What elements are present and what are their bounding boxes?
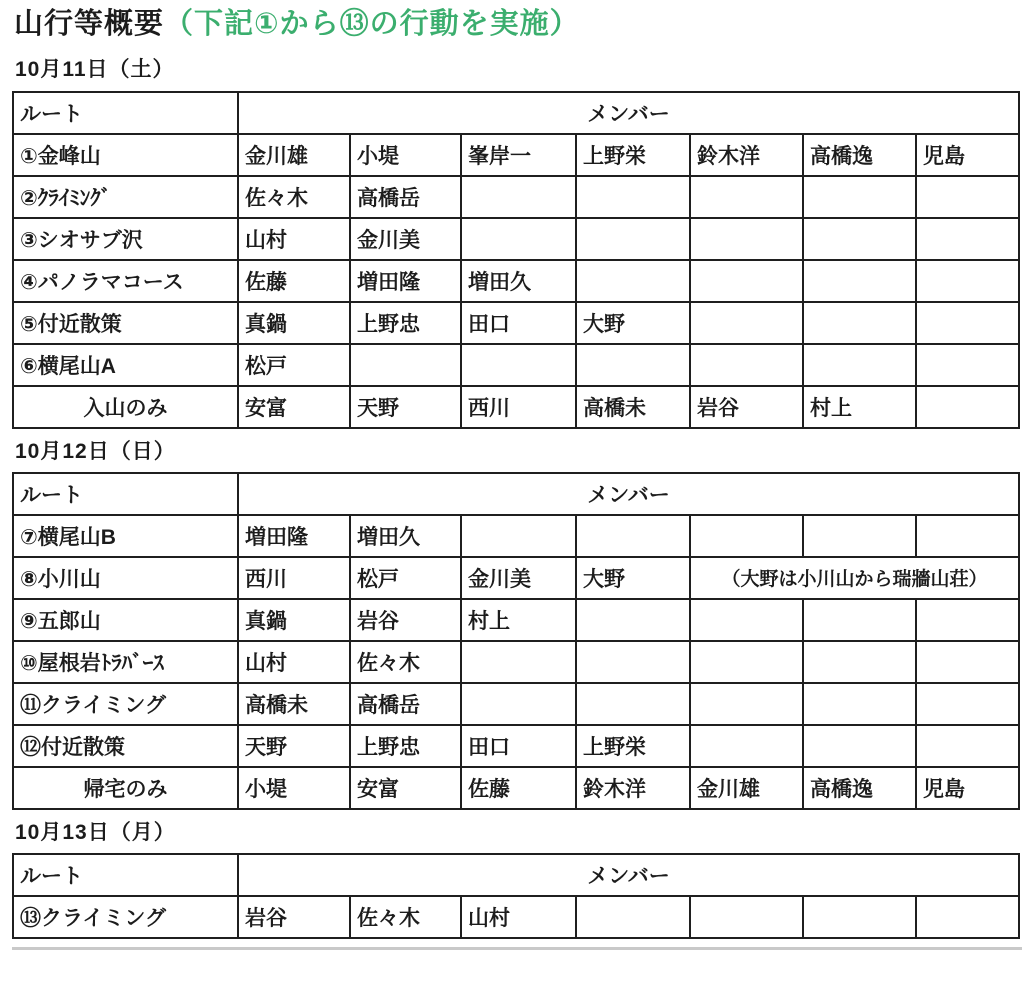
route-cell: ①金峰山 — [13, 134, 238, 176]
member-cell: 佐々木 — [350, 896, 461, 938]
route-cell: ⑫付近散策 — [13, 725, 238, 767]
member-cell: 天野 — [350, 386, 461, 428]
group-label-cell: 入山のみ — [13, 386, 238, 428]
member-cell — [803, 344, 916, 386]
member-cell — [576, 641, 690, 683]
member-cell — [690, 218, 803, 260]
member-cell — [916, 725, 1019, 767]
member-cell — [916, 386, 1019, 428]
table-row — [13, 386, 1019, 428]
section-date: 10月12日（日） — [15, 439, 176, 463]
member-cell: 安富 — [238, 386, 350, 428]
member-cell — [576, 260, 690, 302]
member-cell — [461, 344, 576, 386]
member-cell — [576, 344, 690, 386]
member-cell — [803, 896, 916, 938]
page-title — [14, 8, 1024, 41]
table-row — [13, 767, 1019, 809]
member-cell: 高橋逸 — [803, 767, 916, 809]
member-cell — [916, 218, 1019, 260]
member-cell: 天野 — [238, 725, 350, 767]
member-cell: 増田久 — [350, 515, 461, 557]
member-cell: 小堤 — [350, 134, 461, 176]
table-row — [13, 176, 1019, 218]
member-cell — [803, 725, 916, 767]
member-cell: 金川雄 — [238, 134, 350, 176]
section-date: 10月13日（月） — [15, 820, 176, 844]
member-cell — [803, 218, 916, 260]
member-cell — [461, 515, 576, 557]
member-cell — [690, 599, 803, 641]
member-cell — [803, 176, 916, 218]
member-cell — [916, 896, 1019, 938]
member-cell: 上野忠 — [350, 302, 461, 344]
member-cell: 西川 — [461, 386, 576, 428]
member-cell — [916, 599, 1019, 641]
member-cell — [916, 641, 1019, 683]
member-cell — [803, 599, 916, 641]
member-cell: 大野 — [576, 557, 690, 599]
member-cell: 増田隆 — [238, 515, 350, 557]
member-cell: 山村 — [461, 896, 576, 938]
member-cell — [916, 515, 1019, 557]
table-header-row — [13, 473, 1019, 515]
member-cell: 高橋未 — [576, 386, 690, 428]
table-row — [13, 344, 1019, 386]
member-cell — [803, 302, 916, 344]
page-bottom-edge — [12, 947, 1022, 950]
member-cell: 岩谷 — [690, 386, 803, 428]
member-cell — [576, 218, 690, 260]
route-cell: ⑬クライミング — [13, 896, 238, 938]
member-cell — [690, 641, 803, 683]
route-header-cell: ルート — [13, 92, 238, 134]
member-cell: 上野忠 — [350, 725, 461, 767]
member-cell: 児島 — [916, 767, 1019, 809]
member-cell: 上野栄 — [576, 134, 690, 176]
table-row — [13, 896, 1019, 938]
member-cell: 真鍋 — [238, 302, 350, 344]
table-row — [13, 218, 1019, 260]
member-cell — [803, 260, 916, 302]
members-header-cell: メンバー — [238, 92, 1019, 134]
schedule-table — [12, 853, 1020, 939]
member-cell: 金川雄 — [690, 767, 803, 809]
table-row — [13, 683, 1019, 725]
section-date: 10月11日（土） — [15, 58, 175, 82]
member-cell: 岩谷 — [238, 896, 350, 938]
member-cell: 大野 — [576, 302, 690, 344]
member-cell — [461, 683, 576, 725]
member-cell — [690, 896, 803, 938]
member-cell — [576, 896, 690, 938]
member-cell — [576, 599, 690, 641]
page-title-main: 山行等概要 — [14, 8, 165, 40]
member-cell — [461, 218, 576, 260]
page-title-highlight: （下記①から⑬の行動を実施） — [164, 8, 580, 40]
group-label-cell: 帰宅のみ — [13, 767, 238, 809]
member-cell — [350, 344, 461, 386]
member-cell: 佐々木 — [238, 176, 350, 218]
section-oct-11 — [12, 57, 1024, 428]
member-cell — [576, 515, 690, 557]
member-cell — [690, 302, 803, 344]
table-row — [13, 260, 1019, 302]
member-cell: 鈴木洋 — [576, 767, 690, 809]
member-cell: 金川美 — [350, 218, 461, 260]
route-cell: ⑩屋根岩ﾄﾗﾊﾞｰｽ — [13, 641, 238, 683]
route-cell: ⑦横尾山B — [13, 515, 238, 557]
table-row — [13, 134, 1019, 176]
member-cell: 田口 — [461, 725, 576, 767]
member-cell: 真鍋 — [238, 599, 350, 641]
table-row — [13, 515, 1019, 557]
member-cell: 岩谷 — [350, 599, 461, 641]
member-cell: 佐藤 — [238, 260, 350, 302]
route-cell: ⑧小川山 — [13, 557, 238, 599]
table-row — [13, 725, 1019, 767]
route-cell: ②ｸﾗｲﾐﾝｸﾞ — [13, 176, 238, 218]
section-oct-12 — [12, 439, 1024, 810]
member-cell: 山村 — [238, 641, 350, 683]
member-cell — [803, 683, 916, 725]
member-cell: 児島 — [916, 134, 1019, 176]
member-cell: 峯岸一 — [461, 134, 576, 176]
member-cell: 上野栄 — [576, 725, 690, 767]
member-cell — [916, 176, 1019, 218]
member-cell — [690, 725, 803, 767]
member-cell — [690, 344, 803, 386]
member-cell — [803, 515, 916, 557]
member-cell: 鈴木洋 — [690, 134, 803, 176]
member-cell — [690, 260, 803, 302]
route-cell: ④パノラマコース — [13, 260, 238, 302]
route-cell: ⑥横尾山A — [13, 344, 238, 386]
member-cell: 佐々木 — [350, 641, 461, 683]
table-row — [13, 557, 1019, 599]
members-header-cell: メンバー — [238, 854, 1019, 896]
route-header-cell: ルート — [13, 473, 238, 515]
schedule-table — [12, 91, 1020, 429]
route-header-cell: ルート — [13, 854, 238, 896]
member-cell — [916, 683, 1019, 725]
note-cell: （大野は小川山から瑞牆山荘） — [690, 557, 1019, 599]
member-cell: 増田隆 — [350, 260, 461, 302]
route-cell: ③シオサブ沢 — [13, 218, 238, 260]
member-cell: 高橋岳 — [350, 683, 461, 725]
member-cell — [690, 515, 803, 557]
member-cell: 西川 — [238, 557, 350, 599]
route-cell: ⑨五郎山 — [13, 599, 238, 641]
member-cell: 小堤 — [238, 767, 350, 809]
member-cell — [916, 260, 1019, 302]
member-cell: 高橋未 — [238, 683, 350, 725]
member-cell: 村上 — [803, 386, 916, 428]
member-cell — [461, 176, 576, 218]
member-cell — [916, 302, 1019, 344]
table-header-row — [13, 92, 1019, 134]
member-cell: 田口 — [461, 302, 576, 344]
member-cell: 金川美 — [461, 557, 576, 599]
member-cell — [576, 176, 690, 218]
member-cell: 安富 — [350, 767, 461, 809]
table-row — [13, 599, 1019, 641]
member-cell — [461, 641, 576, 683]
member-cell: 高橋逸 — [803, 134, 916, 176]
member-cell — [916, 344, 1019, 386]
member-cell: 松戸 — [238, 344, 350, 386]
schedule-table — [12, 472, 1020, 810]
route-cell: ⑪クライミング — [13, 683, 238, 725]
table-row — [13, 641, 1019, 683]
member-cell: 松戸 — [350, 557, 461, 599]
member-cell — [803, 641, 916, 683]
members-header-cell: メンバー — [238, 473, 1019, 515]
member-cell: 山村 — [238, 218, 350, 260]
member-cell — [690, 683, 803, 725]
section-oct-13 — [12, 820, 1024, 939]
member-cell: 佐藤 — [461, 767, 576, 809]
member-cell: 村上 — [461, 599, 576, 641]
member-cell — [576, 683, 690, 725]
table-row — [13, 302, 1019, 344]
table-header-row — [13, 854, 1019, 896]
route-cell: ⑤付近散策 — [13, 302, 238, 344]
member-cell: 増田久 — [461, 260, 576, 302]
member-cell — [690, 176, 803, 218]
member-cell: 高橋岳 — [350, 176, 461, 218]
